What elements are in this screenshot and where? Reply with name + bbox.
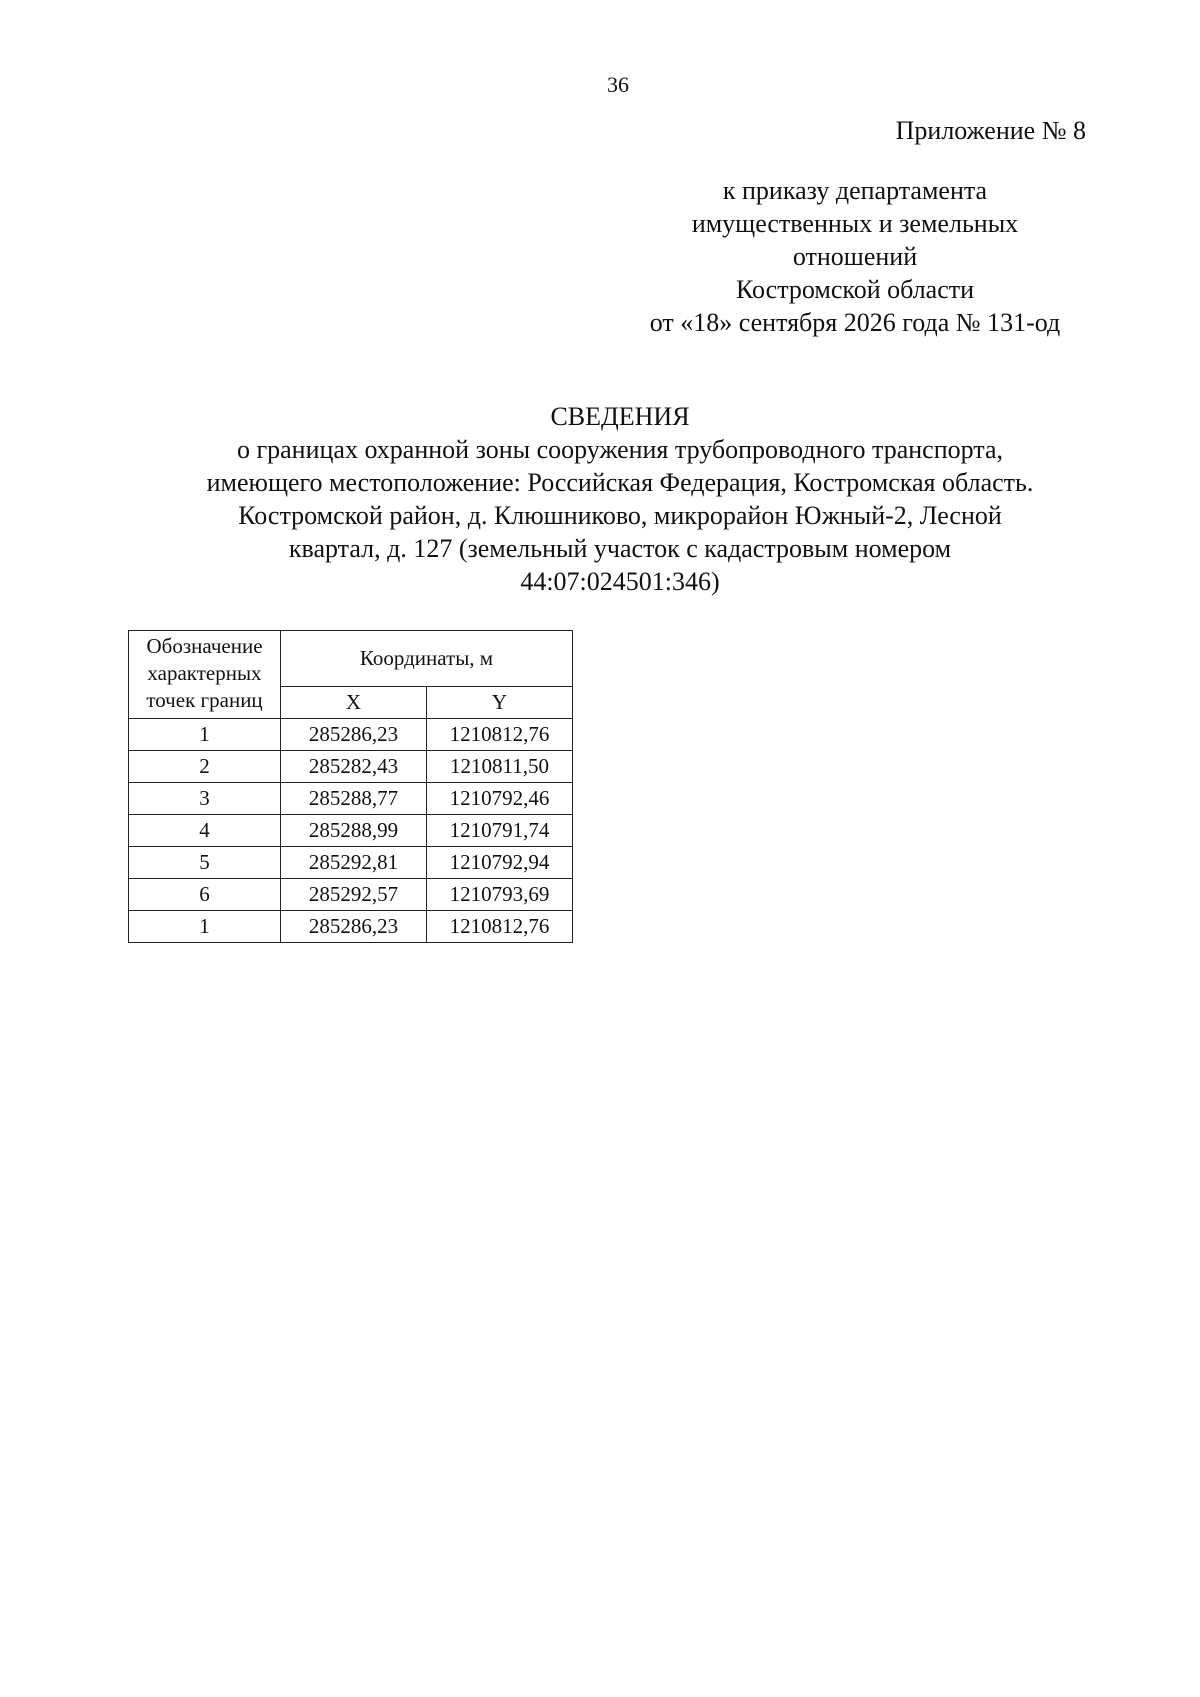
y-cell: 1210792,94	[427, 847, 573, 879]
table-row	[129, 719, 573, 751]
y-cell: 1210812,76	[427, 911, 573, 943]
point-cell: 3	[129, 783, 281, 815]
order-reference-line: к приказу департамента	[722, 176, 988, 205]
heading-line: имеющего местоположение: Российская Федерация, Костромская область.	[206, 468, 1034, 497]
order-reference	[590, 174, 1120, 339]
table-row	[129, 879, 573, 911]
heading-line: о границах охранной зоны сооружения трубопроводного транспорта,	[236, 435, 1004, 464]
table-row	[129, 751, 573, 783]
table-row	[129, 815, 573, 847]
y-cell: 1210811,50	[427, 751, 573, 783]
table-row	[129, 783, 573, 815]
x-cell: 285286,23	[281, 911, 427, 943]
point-cell: 1	[129, 719, 281, 751]
y-cell: 1210812,76	[427, 719, 573, 751]
coordinates-header: Координаты, м	[281, 631, 573, 687]
y-cell: 1210792,46	[427, 783, 573, 815]
document-heading	[130, 400, 1110, 598]
table-row	[129, 847, 573, 879]
order-reference-line: отношений	[792, 242, 918, 271]
order-reference-line: от «18» сентября 2026 года № 131-од	[649, 308, 1061, 337]
x-cell: 285288,77	[281, 783, 427, 815]
point-cell: 6	[129, 879, 281, 911]
x-cell: 285288,99	[281, 815, 427, 847]
heading-line: квартал, д. 127 (земельный участок с кадастровым номером	[288, 534, 952, 563]
document-title: СВЕДЕНИЯ	[550, 402, 690, 431]
x-header: X	[281, 687, 427, 719]
x-cell: 285292,81	[281, 847, 427, 879]
coordinates-table	[128, 630, 573, 943]
heading-line: Костромской район, д. Клюшниково, микрорайон Южный-2, Лесной	[238, 501, 1002, 530]
table-row	[129, 911, 573, 943]
order-reference-line: Костромской области	[735, 275, 975, 304]
y-header: Y	[427, 687, 573, 719]
y-cell: 1210791,74	[427, 815, 573, 847]
point-header	[129, 631, 281, 719]
x-cell: 285286,23	[281, 719, 427, 751]
y-cell: 1210793,69	[427, 879, 573, 911]
x-cell: 285282,43	[281, 751, 427, 783]
page-number: 36	[607, 72, 629, 97]
point-cell: 2	[129, 751, 281, 783]
order-reference-line: имущественных и земельных	[691, 209, 1019, 238]
heading-line: 44:07:024501:346)	[520, 567, 720, 596]
point-cell: 4	[129, 815, 281, 847]
point-header-line: точек границ	[146, 688, 263, 712]
x-cell: 285292,57	[281, 879, 427, 911]
point-header-line: характерных	[147, 661, 262, 685]
point-header-line: Обозначение	[146, 634, 263, 658]
appendix-label: Приложение № 8	[895, 116, 1086, 145]
point-cell: 5	[129, 847, 281, 879]
point-cell: 1	[129, 911, 281, 943]
